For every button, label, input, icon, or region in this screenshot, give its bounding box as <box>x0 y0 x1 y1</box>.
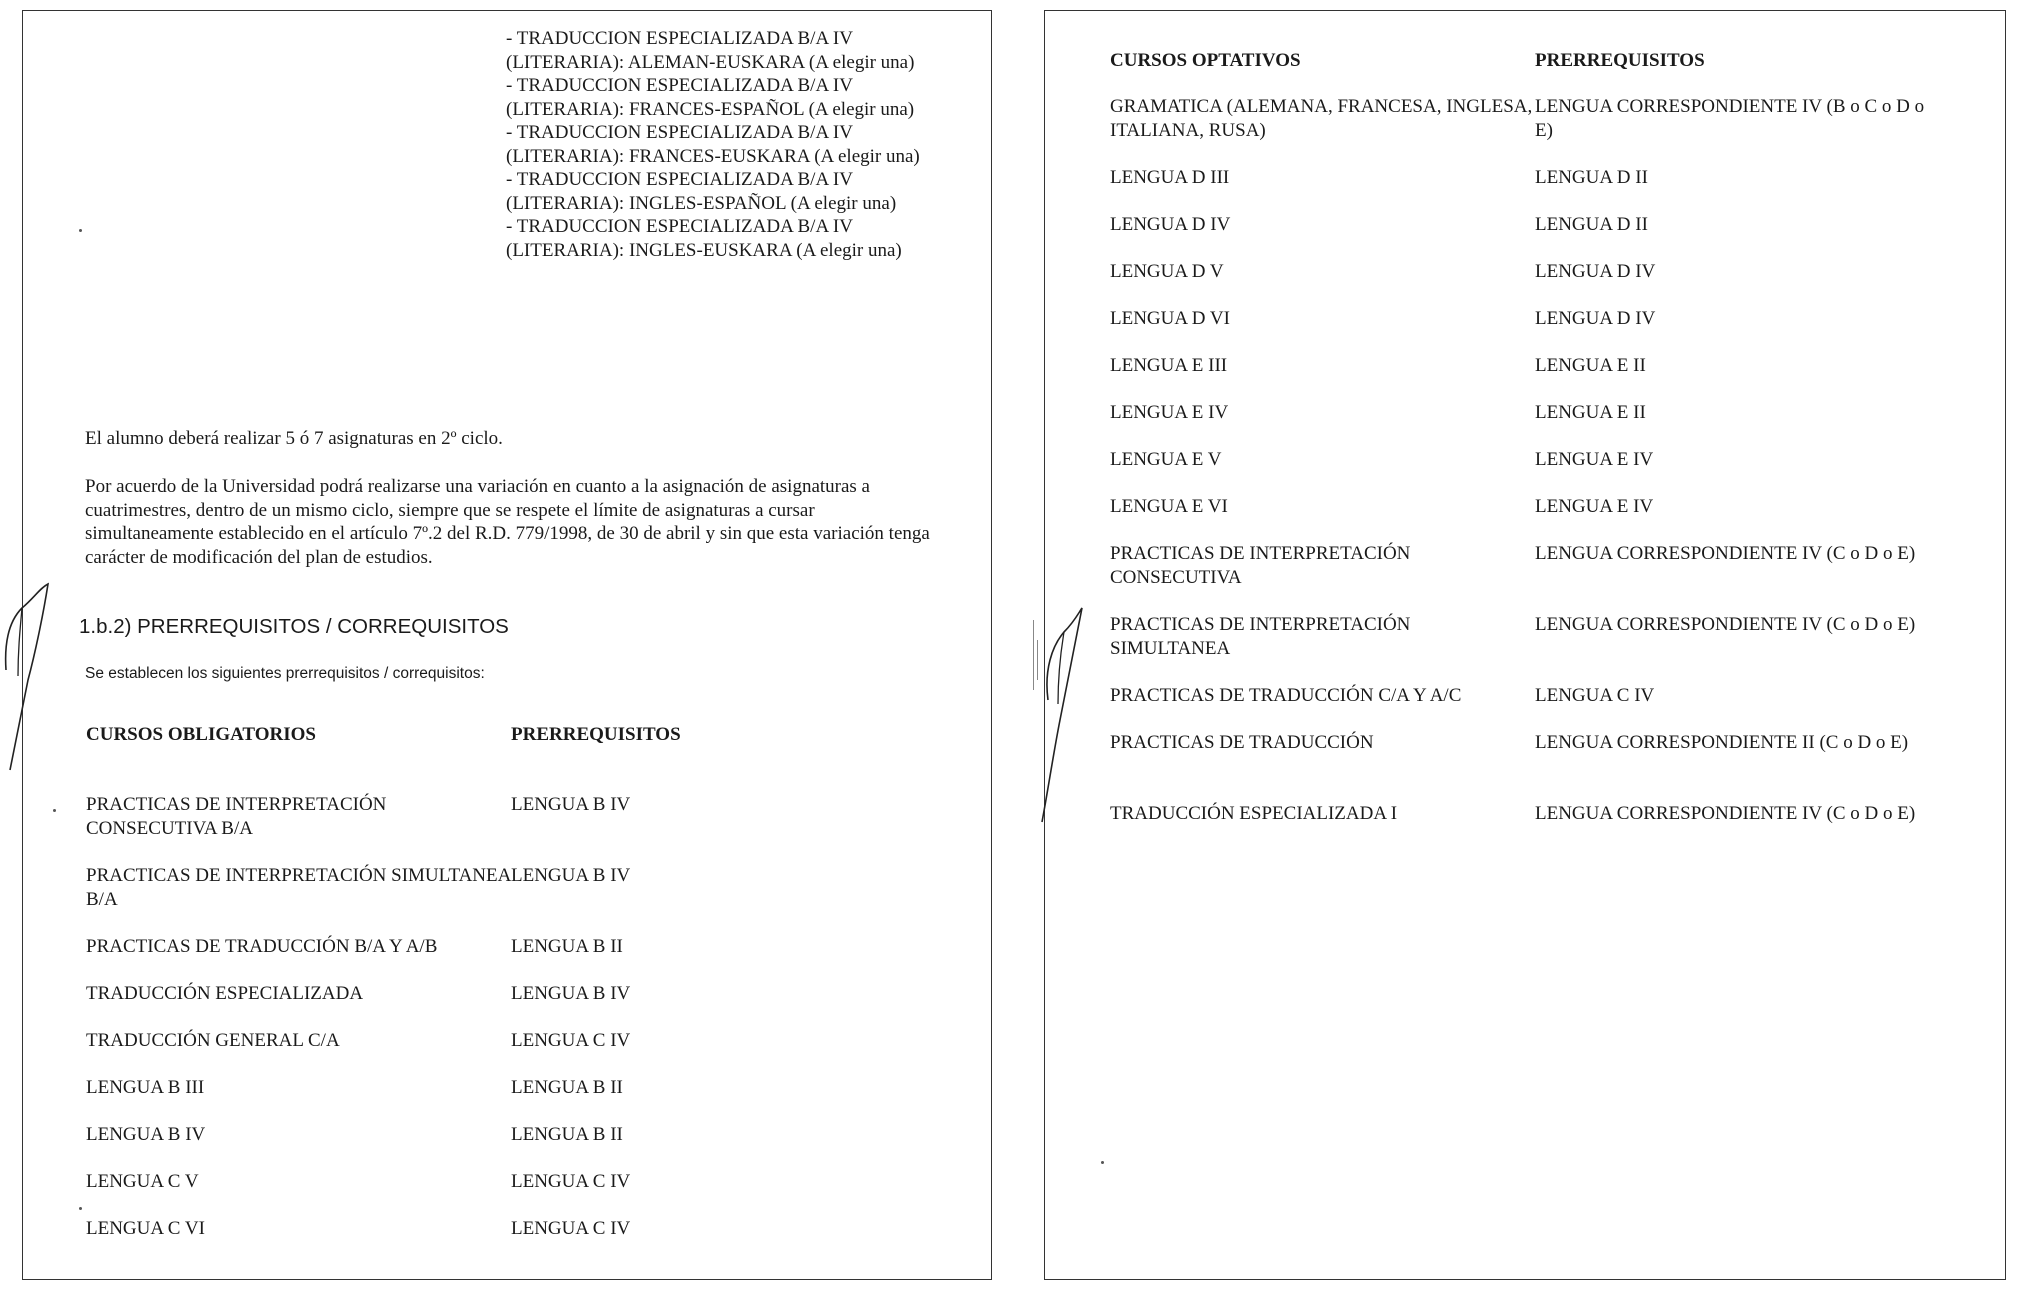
prereq-cell: LENGUA CORRESPONDIENTE II (C o D o E) <box>1535 732 1909 753</box>
signature-mark-left <box>0 580 60 780</box>
course-cell: TRADUCCIÓN ESPECIALIZADA I <box>1110 803 1398 824</box>
list-item: - TRADUCCION ESPECIALIZADA B/A IV (LITERARIA): INGLES-EUSKARA (A elegir una) <box>506 216 902 261</box>
table-row <box>1110 613 1925 660</box>
table-row <box>1110 448 1925 472</box>
course-cell: PRACTICAS DE INTERPRETACIÓN SIMULTANEA <box>1110 614 1411 659</box>
course-cell: PRACTICAS DE TRADUCCIÓN <box>1110 732 1374 753</box>
prereq-cell: LENGUA B II <box>511 1077 623 1098</box>
prereq-cell: LENGUA B II <box>511 1124 623 1145</box>
prereq-cell: LENGUA D IV <box>1535 261 1656 282</box>
prereq-cell: LENGUA CORRESPONDIENTE IV (C o D o E) <box>1535 543 1916 564</box>
table-header-obligatorios <box>86 723 871 747</box>
course-cell: PRACTICAS DE INTERPRETACIÓN CONSECUTIVA <box>1110 543 1411 588</box>
table-row <box>86 1123 871 1147</box>
prereq-cell: LENGUA D II <box>1535 167 1648 188</box>
course-cell: PRACTICAS DE TRADUCCIÓN B/A Y A/B <box>86 936 438 957</box>
header-prerrequisitos: PRERREQUISITOS <box>511 724 681 745</box>
scan-speck <box>79 229 82 232</box>
prereq-cell: LENGUA C IV <box>511 1030 631 1051</box>
header-prerrequisitos: PRERREQUISITOS <box>1535 50 1705 71</box>
document-page-right <box>1044 10 2006 1280</box>
list-item: - TRADUCCION ESPECIALIZADA B/A IV (LITERARIA): FRANCES-EUSKARA (A elegir una) <box>506 122 920 167</box>
course-cell: LENGUA D IV <box>1110 214 1231 235</box>
table-row <box>1110 307 1925 331</box>
list-item: - TRADUCCION ESPECIALIZADA B/A IV (LITERARIA): FRANCES-ESPAÑOL (A elegir una) <box>506 75 915 120</box>
table-row <box>86 1029 871 1053</box>
table-row <box>1110 684 1925 708</box>
table-row <box>1110 401 1925 425</box>
table-row <box>1110 213 1925 237</box>
table-row <box>1110 495 1925 519</box>
prereq-cell: LENGUA C IV <box>511 1171 631 1192</box>
course-cell: LENGUA D V <box>1110 261 1224 282</box>
table-row <box>86 935 871 959</box>
table-row <box>86 1076 871 1100</box>
course-cell: LENGUA E III <box>1110 355 1228 376</box>
paragraph-universidad: Por acuerdo de la Universidad podrá realizarse una variación en cuanto a la asignación de asignaturas a cuatrimestres, dentro de un mismo ciclo, siempre que se respete el límite de asignaturas a cursar simultaneamente establecido en el artículo 7º.2 del R.D. 779/1998, de 30 de abril y sin que esta variación tenga carácter de modificación del plan de estudios. <box>85 476 930 568</box>
section-heading: 1.b.2) PRERREQUISITOS / CORREQUISITOS <box>79 615 509 638</box>
course-cell: LENGUA B III <box>86 1077 205 1098</box>
prereq-cell: LENGUA E II <box>1535 402 1646 423</box>
course-cell: LENGUA E V <box>1110 449 1222 470</box>
table-row <box>1110 260 1925 284</box>
course-cell: LENGUA E IV <box>1110 402 1229 423</box>
course-cell: LENGUA D VI <box>1110 308 1230 329</box>
prereq-cell: LENGUA CORRESPONDIENTE IV (C o D o E) <box>1535 803 1916 824</box>
traduccion-especializada-list <box>506 27 926 262</box>
course-cell: LENGUA C VI <box>86 1218 205 1239</box>
prereq-cell: LENGUA E IV <box>1535 496 1654 517</box>
table-row <box>1110 731 1925 755</box>
table-row <box>86 1170 871 1194</box>
scan-speck <box>53 809 56 812</box>
table-row <box>86 864 871 911</box>
table-row <box>1110 166 1925 190</box>
table-row <box>1110 802 1925 826</box>
prereq-cell: LENGUA B II <box>511 936 623 957</box>
course-cell: TRADUCCIÓN ESPECIALIZADA <box>86 983 364 1004</box>
header-cursos-optativos: CURSOS OPTATIVOS <box>1110 50 1301 71</box>
prereq-cell: LENGUA E IV <box>1535 449 1654 470</box>
table-row <box>86 1217 871 1241</box>
course-cell: GRAMATICA (ALEMANA, FRANCESA, INGLESA, ITALIANA, RUSA) <box>1110 96 1533 141</box>
course-cell: LENGUA E VI <box>1110 496 1228 517</box>
prereq-cell: LENGUA D IV <box>1535 308 1656 329</box>
header-cursos-obligatorios: CURSOS OBLIGATORIOS <box>86 724 317 745</box>
paragraph-asignaturas: El alumno deberá realizar 5 ó 7 asignaturas en 2º ciclo. <box>85 428 503 449</box>
list-item: - TRADUCCION ESPECIALIZADA B/A IV (LITERARIA): ALEMAN-EUSKARA (A elegir una) <box>506 28 915 73</box>
prereq-cell: LENGUA B IV <box>511 983 631 1004</box>
course-cell: LENGUA D III <box>1110 167 1230 188</box>
table-row <box>1110 542 1925 589</box>
prereq-cell: LENGUA CORRESPONDIENTE IV (B o C o D o E) <box>1535 96 1925 141</box>
prereq-cell: LENGUA CORRESPONDIENTE IV (C o D o E) <box>1535 614 1916 635</box>
scan-speck <box>1101 1161 1104 1164</box>
prereq-cell: LENGUA D II <box>1535 214 1648 235</box>
prereq-cell: LENGUA C IV <box>511 1218 631 1239</box>
document-page-left <box>22 10 992 1280</box>
prereq-cell: LENGUA B IV <box>511 794 631 815</box>
table-row <box>1110 354 1925 378</box>
scan-speck <box>79 1207 82 1210</box>
course-cell: LENGUA B IV <box>86 1124 206 1145</box>
table-row <box>1110 95 1925 142</box>
prereq-cell: LENGUA E II <box>1535 355 1646 376</box>
course-cell: PRACTICAS DE INTERPRETACIÓN SIMULTANEA B/A <box>86 865 511 910</box>
course-cell: LENGUA C V <box>86 1171 199 1192</box>
prereq-cell: LENGUA B IV <box>511 865 631 886</box>
section-intro: Se establecen los siguientes prerrequisitos / correquisitos: <box>85 665 485 682</box>
table-row <box>86 793 871 840</box>
course-cell: PRACTICAS DE TRADUCCIÓN C/A Y A/C <box>1110 685 1462 706</box>
table-row <box>86 982 871 1006</box>
course-cell: PRACTICAS DE INTERPRETACIÓN CONSECUTIVA B/A <box>86 794 387 839</box>
course-cell: TRADUCCIÓN GENERAL C/A <box>86 1030 340 1051</box>
prereq-cell: LENGUA C IV <box>1535 685 1655 706</box>
list-item: - TRADUCCION ESPECIALIZADA B/A IV (LITERARIA): INGLES-ESPAÑOL (A elegir una) <box>506 169 897 214</box>
table-header-optativos <box>1110 49 1925 73</box>
signature-mark-right <box>1028 600 1088 830</box>
